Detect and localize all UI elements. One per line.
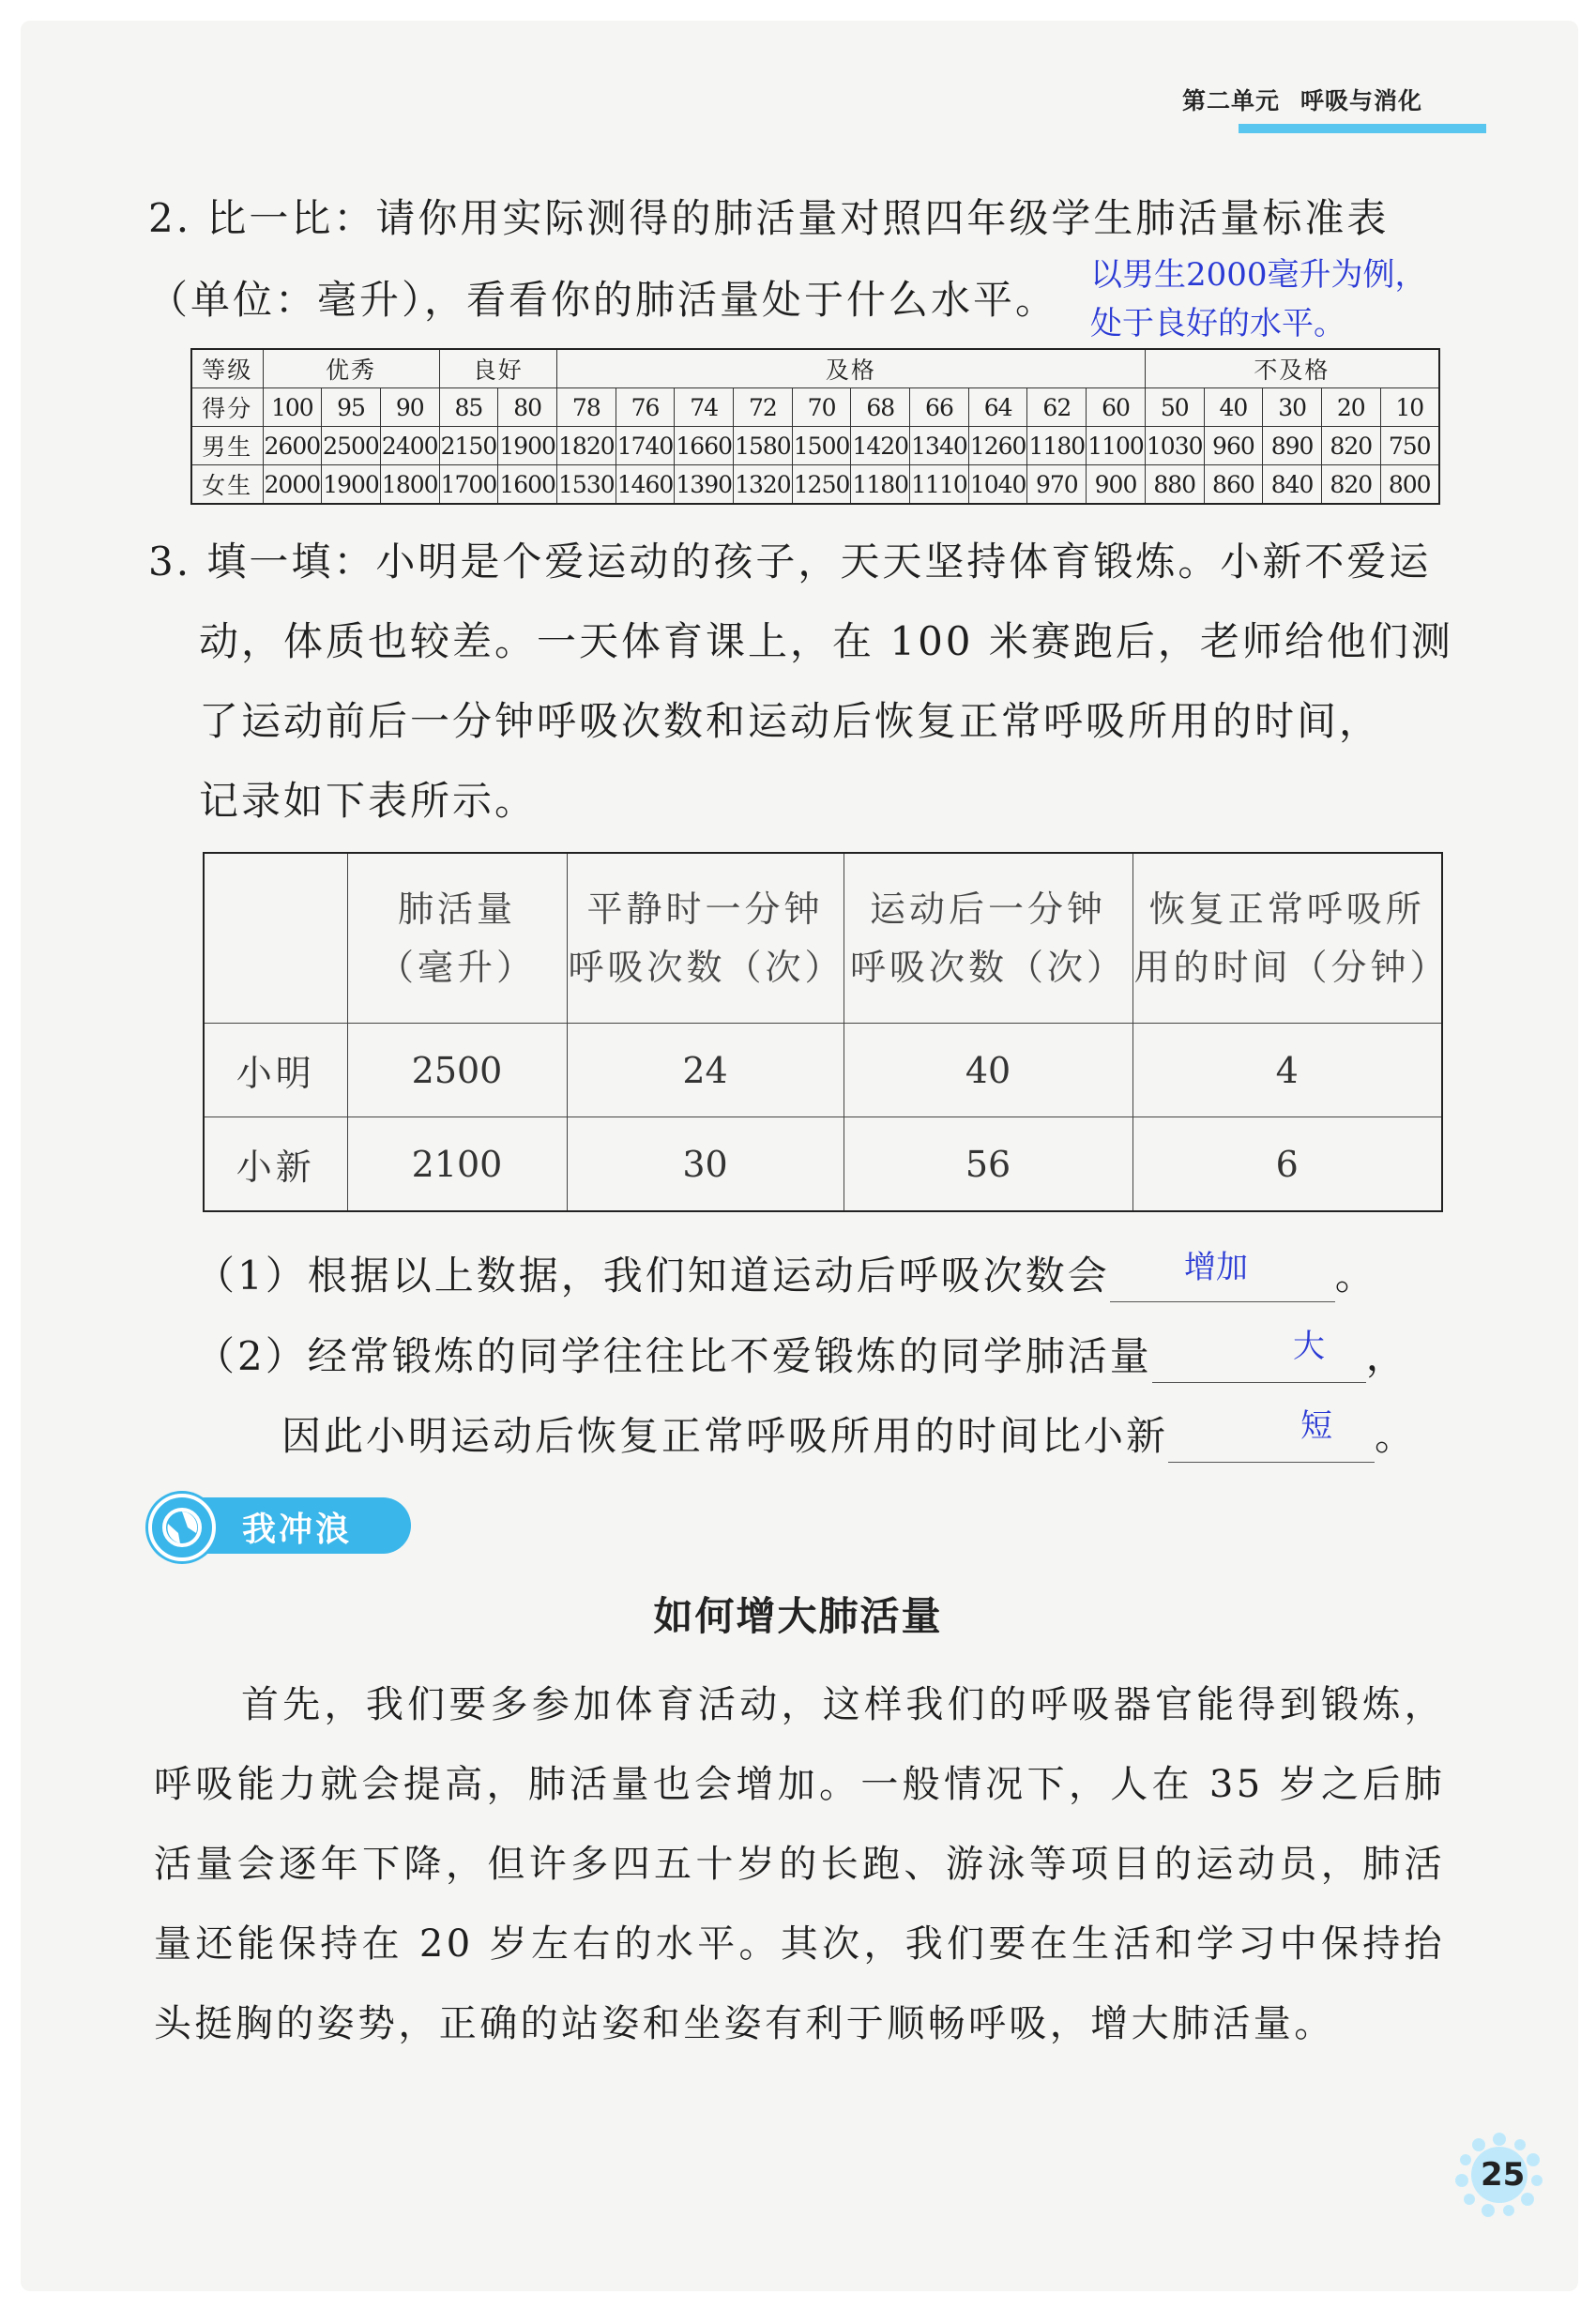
answer-blank-3[interactable] <box>1168 1419 1375 1463</box>
std-score-row <box>191 388 1439 427</box>
rec-header-text: 平静时一分钟 <box>586 889 824 930</box>
std-cell: 840 <box>1263 465 1322 505</box>
header-topic: 呼吸与消化 <box>1300 87 1423 114</box>
std-cell: 30 <box>1263 388 1322 427</box>
std-cell: 2500 <box>322 427 381 465</box>
std-cell: 1180 <box>851 465 910 505</box>
lung-capacity-standard-table <box>190 348 1440 505</box>
q3-line-2: 动，体质也较差。一天体育课上，在 100 米赛跑后，老师给他们测 <box>199 618 1453 664</box>
std-cell: 80 <box>498 388 557 427</box>
header-unit: 第二单元 <box>1182 87 1281 114</box>
std-cell: 1390 <box>675 465 734 505</box>
std-cell: 750 <box>1380 427 1439 465</box>
page-number: 25 <box>1481 2156 1526 2194</box>
std-cell: 2400 <box>380 427 439 465</box>
q2-answer-line-2: 处于良好的水平。 <box>1090 305 1345 342</box>
std-cell: 2000 <box>263 465 322 505</box>
std-girls-row <box>191 465 1439 505</box>
q3-line-4: 记录如下表所示。 <box>199 778 538 824</box>
rec-cell: 30 <box>567 1117 844 1212</box>
std-grade-cell: 优秀 <box>263 349 439 388</box>
sub-question-1-period: 。 <box>1334 1253 1377 1299</box>
rec-cell: 56 <box>844 1117 1132 1212</box>
answer-blank-2[interactable] <box>1152 1339 1366 1383</box>
sub-question-1-text: （1）根据以上数据，我们知道运动后呼吸次数会 <box>195 1253 1110 1299</box>
std-cell: 64 <box>968 388 1027 427</box>
rec-row-xiaoxin <box>204 1117 1442 1212</box>
std-row-label: 男生 <box>191 427 263 465</box>
std-cell: 1040 <box>968 465 1027 505</box>
std-cell: 20 <box>1321 388 1380 427</box>
std-cell: 95 <box>322 388 381 427</box>
std-cell: 1460 <box>616 465 675 505</box>
std-cell: 76 <box>616 388 675 427</box>
std-grade-label: 等级 <box>191 349 263 388</box>
rec-header-text: 肺活量 <box>397 889 516 930</box>
std-cell: 2600 <box>263 427 322 465</box>
q2-line-1: 2. 比一比：请你用实际测得的肺活量对照四年级学生肺活量标准表 <box>148 195 1390 241</box>
sub-question-3-text: 因此小明运动后恢复正常呼吸所用的时间比小新 <box>281 1413 1169 1459</box>
std-cell: 960 <box>1204 427 1263 465</box>
q2-answer-line-1: 以男生2000毫升为例， <box>1090 256 1427 294</box>
std-grade-cell: 不及格 <box>1145 349 1438 388</box>
std-cell: 970 <box>1027 465 1087 505</box>
std-row-label: 女生 <box>191 465 263 505</box>
std-cell: 1900 <box>498 427 557 465</box>
std-cell: 1600 <box>498 465 557 505</box>
sub-question-2-comma: ， <box>1365 1333 1408 1379</box>
std-cell: 1530 <box>556 465 616 505</box>
rec-header-text: 呼吸次数（次） <box>849 947 1126 988</box>
std-cell: 880 <box>1145 465 1204 505</box>
rec-cell: 4 <box>1132 1024 1442 1117</box>
sub-question-3 <box>281 1410 1417 1463</box>
article-title: 如何增大肺活量 <box>653 1593 943 1639</box>
std-cell: 1250 <box>792 465 851 505</box>
rec-header-text: （毫升） <box>377 947 536 988</box>
std-cell: 1660 <box>675 427 734 465</box>
rec-header-text: 呼吸次数（次） <box>568 947 844 988</box>
std-cell: 50 <box>1145 388 1204 427</box>
std-cell: 78 <box>556 388 616 427</box>
breathing-record-table <box>203 852 1450 1212</box>
std-cell: 900 <box>1087 465 1146 505</box>
std-boys-row <box>191 427 1439 465</box>
std-cell: 62 <box>1027 388 1087 427</box>
std-row-label: 得分 <box>191 388 263 427</box>
std-cell: 890 <box>1263 427 1322 465</box>
std-cell: 2150 <box>439 427 498 465</box>
std-cell: 1820 <box>556 427 616 465</box>
header-accent-bar <box>1239 124 1486 133</box>
rec-header-cell <box>204 853 347 1024</box>
std-cell: 1100 <box>1087 427 1146 465</box>
std-cell: 1030 <box>1145 427 1204 465</box>
std-cell: 68 <box>851 388 910 427</box>
sub-answer-3: 短 <box>1300 1407 1332 1445</box>
rec-header-row <box>204 853 1442 1024</box>
std-cell: 1800 <box>380 465 439 505</box>
rec-cell: 2500 <box>347 1024 567 1117</box>
std-cell: 1700 <box>439 465 498 505</box>
rec-cell: 2100 <box>347 1117 567 1212</box>
std-cell: 1420 <box>851 427 910 465</box>
sub-answer-2: 大 <box>1293 1328 1325 1365</box>
q3-line-3: 了运动前后一分钟呼吸次数和运动后恢复正常呼吸所用的时间， <box>199 698 1382 744</box>
q3-line-1: 3. 填一填：小明是个爱运动的孩子，天天坚持体育锻炼。小新不爱运 <box>148 539 1432 585</box>
std-cell: 60 <box>1087 388 1146 427</box>
section-badge <box>148 1494 414 1559</box>
rec-header-cell <box>567 853 844 1024</box>
rec-header-text: 运动后一分钟 <box>869 889 1106 930</box>
rec-header-text: 用的时间（分钟） <box>1133 947 1450 988</box>
std-grade-row <box>191 349 1439 388</box>
std-cell: 70 <box>792 388 851 427</box>
std-cell: 1900 <box>322 465 381 505</box>
article-body: 首先，我们要多参加体育活动，这样我们的呼吸器官能得到锻炼，呼吸能力就会提高，肺活量也会增加。一般情况下，人在 35 岁之后肺活量会逐年下降，但许多四五十岁的长跑、游泳等项目的运动员，肺活量还能保持在 20 岁左右的水平。其次，我们要在生活和学习中保持抬头挺胸的姿势，正确的站姿和坐姿有利于顺畅呼吸，增大肺活量。 <box>154 1683 1445 2045</box>
sub-question-2-text: （2）经常锻炼的同学往往比不爱锻炼的同学肺活量 <box>195 1333 1152 1379</box>
std-cell: 860 <box>1204 465 1263 505</box>
std-cell: 1740 <box>616 427 675 465</box>
std-grade-cell: 良好 <box>439 349 556 388</box>
std-cell: 66 <box>910 388 969 427</box>
sub-answer-1: 增加 <box>1184 1249 1248 1286</box>
sub-question-3-period: 。 <box>1375 1413 1418 1459</box>
std-cell: 74 <box>675 388 734 427</box>
section-badge-label: 我冲浪 <box>242 1511 353 1549</box>
running-header <box>1182 83 1422 116</box>
std-cell: 820 <box>1321 427 1380 465</box>
std-cell: 85 <box>439 388 498 427</box>
q2-line-2: （单位：毫升），看看你的肺活量处于什么水平。 <box>148 277 1058 323</box>
std-cell: 40 <box>1204 388 1263 427</box>
std-cell: 1180 <box>1027 427 1087 465</box>
std-cell: 820 <box>1321 465 1380 505</box>
std-cell: 100 <box>263 388 322 427</box>
std-cell: 1340 <box>910 427 969 465</box>
std-cell: 90 <box>380 388 439 427</box>
rec-row-xiaoming <box>204 1024 1442 1117</box>
rec-header-cell <box>1132 853 1450 1024</box>
rec-cell: 24 <box>567 1024 844 1117</box>
std-cell: 1260 <box>968 427 1027 465</box>
rec-header-cell <box>347 853 567 1024</box>
rec-cell: 6 <box>1132 1117 1442 1212</box>
std-grade-cell: 及格 <box>556 349 1145 388</box>
rec-cell: 小新 <box>204 1117 347 1212</box>
rec-cell: 40 <box>844 1024 1132 1117</box>
rec-header-cell <box>844 853 1132 1024</box>
surf-wave-icon <box>148 1494 216 1561</box>
rec-header-text: 恢复正常呼吸所 <box>1148 889 1425 930</box>
rec-cell: 小明 <box>204 1024 347 1117</box>
sub-question-2 <box>195 1330 1408 1383</box>
std-cell: 72 <box>734 388 793 427</box>
std-cell: 10 <box>1380 388 1439 427</box>
std-cell: 1580 <box>734 427 793 465</box>
std-cell: 800 <box>1380 465 1439 505</box>
std-cell: 1320 <box>734 465 793 505</box>
std-cell: 1500 <box>792 427 851 465</box>
std-cell: 1110 <box>910 465 969 505</box>
